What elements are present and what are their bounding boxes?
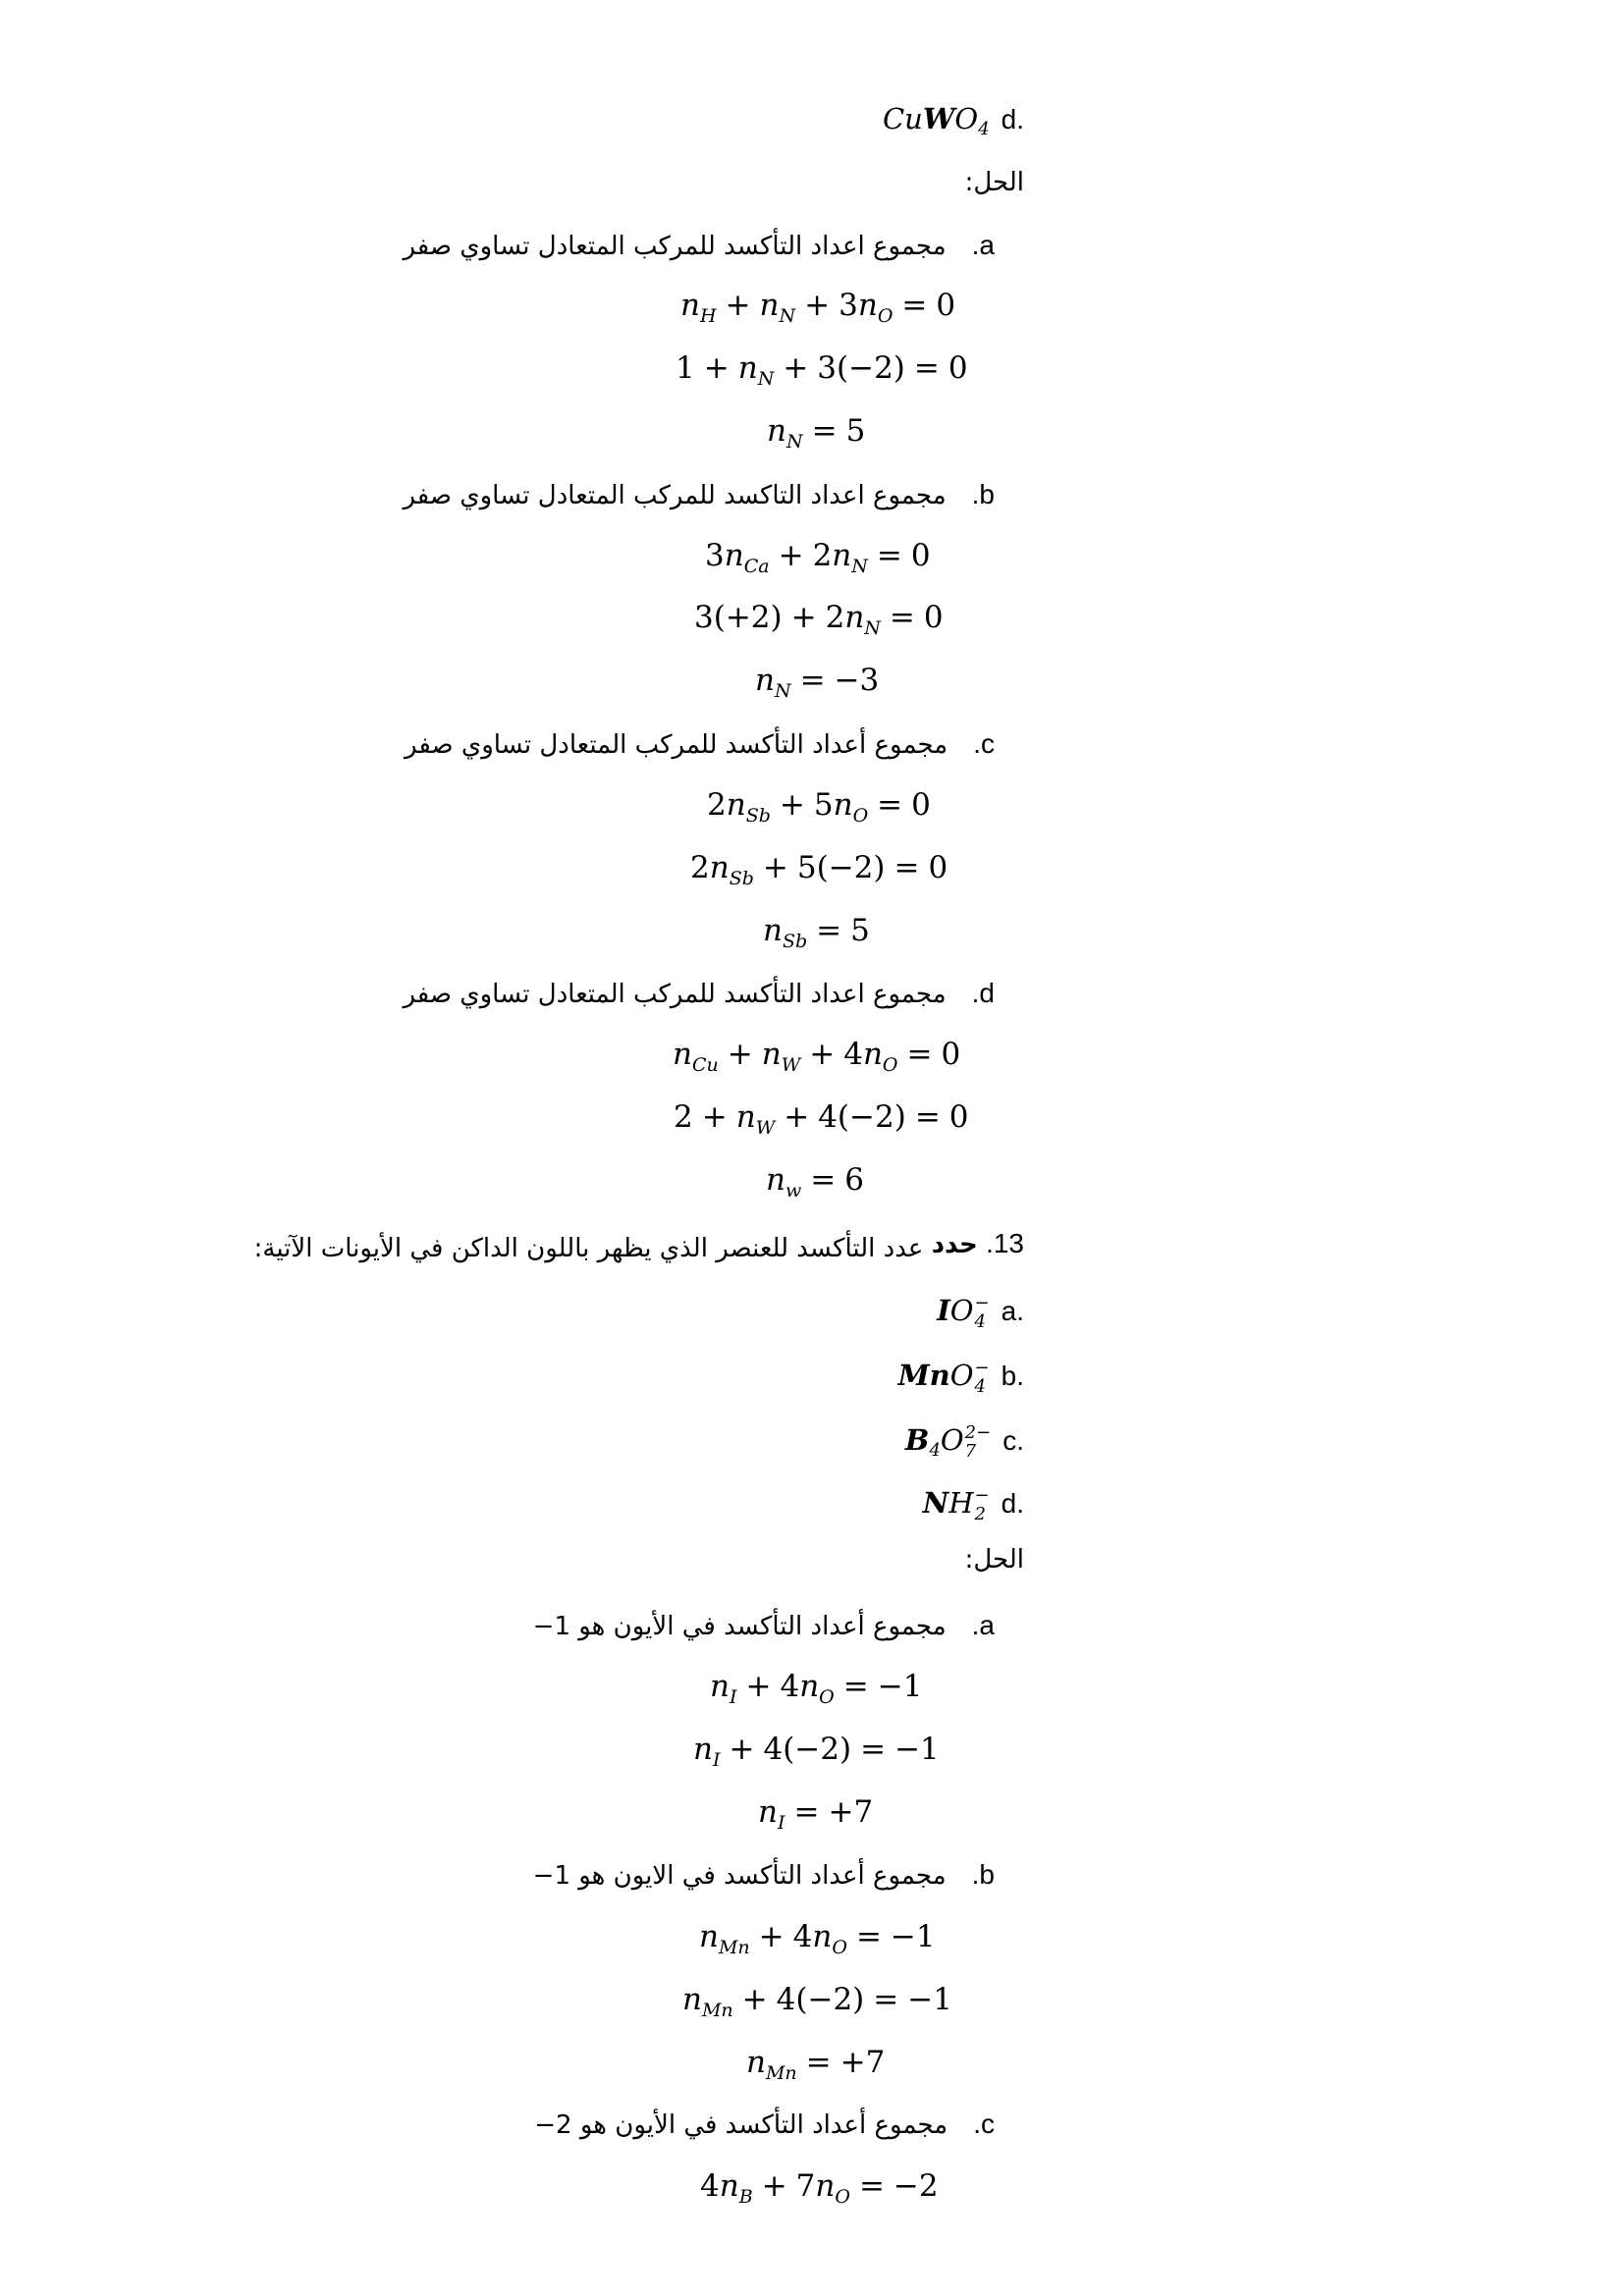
equation-b3: $n_N = -3$ bbox=[755, 663, 880, 702]
part-text: مجموع أعداد التأكسد في الايون هو bbox=[578, 1861, 947, 1891]
q13-item-c bbox=[905, 1423, 1024, 1461]
solution-label-2: الحل: bbox=[964, 1545, 1024, 1575]
part-c-line bbox=[405, 730, 995, 758]
solution-label: الحل: bbox=[964, 168, 1024, 197]
equation-d2: $2 + n_W + 4(-2) = 0$ bbox=[674, 1099, 969, 1139]
equation-a2: $1 + n_N + 3(-2) = 0$ bbox=[676, 350, 968, 390]
formula-b4o7: $B_4O$ 2− 7 bbox=[904, 1422, 992, 1462]
equation-b2: $3(+2) + 2n_N = 0$ bbox=[694, 600, 944, 639]
equation-ib3: $n_{Mn} = +7$ bbox=[746, 2045, 886, 2084]
formula-io4: IO − 4 bbox=[937, 1293, 990, 1332]
part-text: مجموع اعداد التأكسد للمركب المتعادل تساوي صفر bbox=[403, 232, 947, 261]
ion-charge: −1 bbox=[532, 1612, 570, 1641]
equation-d1: $n_{Cu} + n_W + 4n_O = 0$ bbox=[673, 1037, 961, 1076]
part-letter: c. bbox=[973, 2109, 995, 2139]
q13-item-a bbox=[937, 1294, 1024, 1331]
part-text: مجموع أعداد التأكسد في الأيون هو bbox=[578, 1612, 947, 1641]
part-a-line bbox=[403, 232, 995, 259]
equation-ia2: $n_I + 4(-2) = -1$ bbox=[693, 1732, 940, 1771]
question-text: عدد التأكسد للعنصر الذي يظهر باللون الداكن في الأيونات الآتية: bbox=[253, 1234, 924, 1263]
part-b-line bbox=[403, 481, 995, 508]
part-text: مجموع أعداد التأكسد في الأيون هو bbox=[579, 2110, 948, 2140]
top-item bbox=[882, 102, 1024, 139]
part-letter: d. bbox=[971, 978, 995, 1008]
part-d-line bbox=[403, 980, 995, 1007]
formula-nh2: NH − 2 bbox=[922, 1485, 990, 1524]
equation-a1: $n_H + n_N + 3n_O = 0$ bbox=[680, 288, 956, 327]
part-letter: a. bbox=[971, 230, 995, 260]
question-13-line1 bbox=[177, 1230, 1024, 1267]
equation-ib1: $n_{Mn} + 4n_O = -1$ bbox=[699, 1919, 936, 1958]
equation-a3: $n_N = 5$ bbox=[767, 413, 866, 453]
ion-charge: −1 bbox=[532, 1861, 570, 1891]
part-text: مجموع اعداد التأكسد للمركب المتعادل تساوي صفر bbox=[403, 980, 947, 1009]
q13-item-b bbox=[898, 1359, 1024, 1396]
formula-cuwo4: CuWO$_4$ bbox=[882, 102, 990, 139]
equation-ia1: $n_I + 4n_O = -1$ bbox=[710, 1669, 923, 1708]
item-letter: b. bbox=[1001, 1361, 1024, 1391]
equation-c1: $2n_{Sb} + 5n_O = 0$ bbox=[707, 787, 931, 827]
equation-c3: $n_{Sb} = 5$ bbox=[763, 913, 870, 952]
item-letter: c. bbox=[1002, 1425, 1024, 1456]
part-text: مجموع أعداد التأكسد للمركب المتعادل تساوي صفر bbox=[405, 730, 948, 760]
formula-mno4: MnO − 4 bbox=[897, 1358, 990, 1397]
question-verb: حدد bbox=[931, 1230, 978, 1259]
equation-ic1: $4n_B + 7n_O = -2$ bbox=[700, 2168, 939, 2208]
ion-a-line bbox=[533, 1612, 995, 1639]
equation-ia3: $n_I = +7$ bbox=[758, 1794, 874, 1834]
q13-item-d bbox=[923, 1486, 1024, 1523]
part-letter: c. bbox=[973, 728, 995, 759]
equation-ib2: $n_{Mn} + 4(-2) = -1$ bbox=[682, 1982, 952, 2021]
part-text: مجموع اعداد التاكسد للمركب المتعادل تساوي صفر bbox=[403, 481, 947, 510]
equation-b1: $3n_{Ca} + 2n_N = 0$ bbox=[705, 538, 931, 577]
part-letter: a. bbox=[971, 1610, 995, 1640]
item-letter: a. bbox=[1001, 1296, 1024, 1326]
equation-c2: $2n_{Sb} + 5(-2) = 0$ bbox=[690, 850, 948, 889]
ion-c-line bbox=[534, 2110, 995, 2138]
question-number: 13. bbox=[986, 1228, 1024, 1258]
equation-d3: $n_w = 6$ bbox=[766, 1162, 864, 1201]
ion-b-line bbox=[533, 1861, 995, 1889]
item-letter: d. bbox=[1001, 104, 1024, 134]
part-letter: b. bbox=[971, 1859, 995, 1890]
item-letter: d. bbox=[1001, 1488, 1024, 1519]
part-letter: b. bbox=[971, 479, 995, 509]
ion-charge: −2 bbox=[534, 2110, 572, 2140]
